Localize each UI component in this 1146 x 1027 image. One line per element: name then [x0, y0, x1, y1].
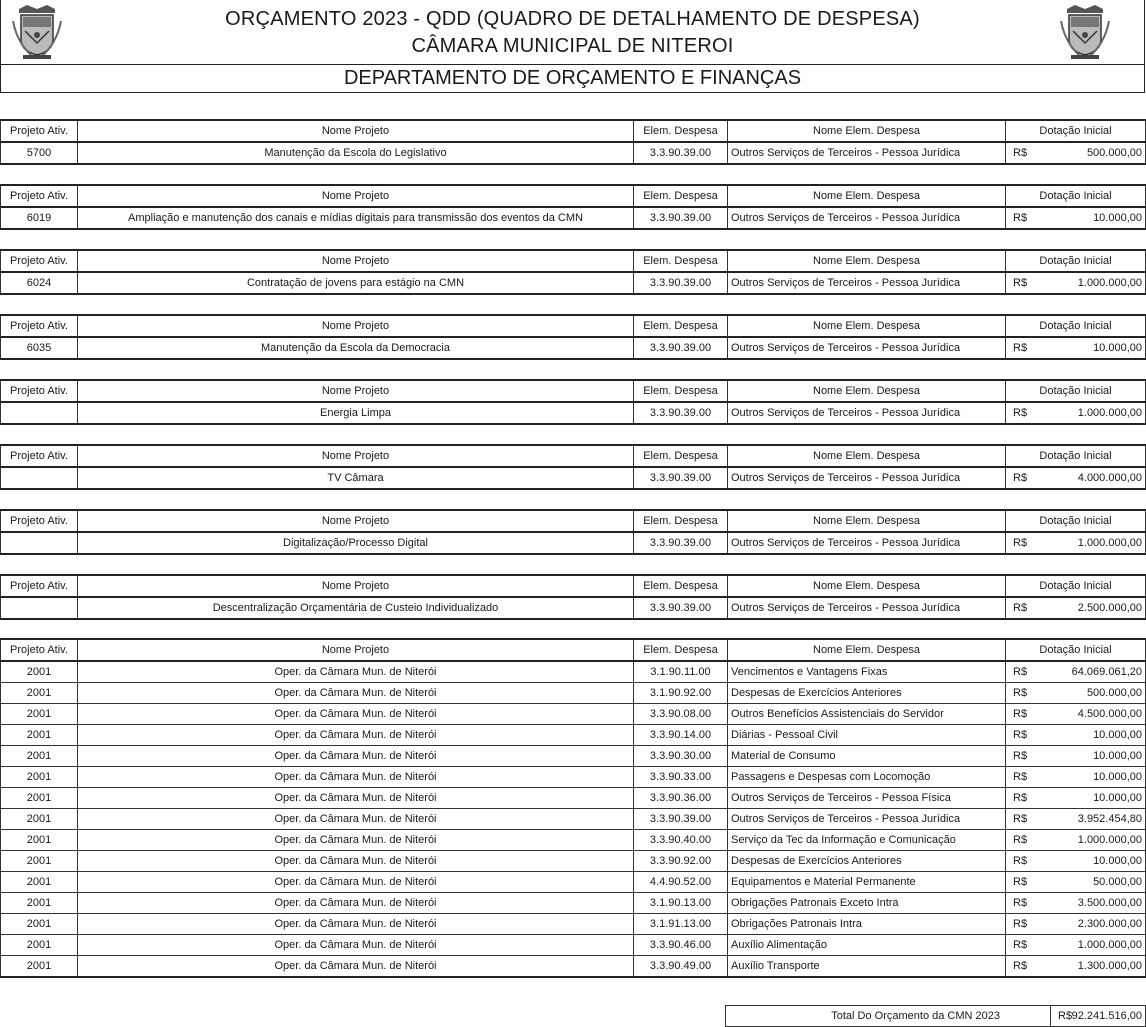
institution-name: CÂMARA MUNICIPAL DE NITEROI — [411, 35, 734, 57]
projeto-ativ-cell: 2001 — [1, 788, 78, 809]
dotacao-inicial-cell — [1006, 661, 1146, 683]
projeto-ativ-cell: 2001 — [1, 830, 78, 851]
nome-elem-despesa-cell: Diárias - Pessoal Civil — [728, 725, 1006, 746]
currency-symbol: R$ — [1013, 813, 1028, 825]
table-row — [1, 683, 1146, 704]
dotacao-inicial-cell — [1006, 207, 1146, 229]
nome-projeto-cell: Descentralização Orçamentária de Custeio Individualizado — [78, 597, 634, 619]
projeto-ativ-cell: 2001 — [1, 914, 78, 935]
table-row — [1, 956, 1146, 978]
elem-despesa-cell: 3.3.90.39.00 — [634, 272, 728, 294]
table-row — [1, 872, 1146, 893]
elem-despesa-cell: 3.3.90.30.00 — [634, 746, 728, 767]
nome-elem-despesa-cell: Equipamentos e Material Permanente — [728, 872, 1006, 893]
nome-projeto-cell: Oper. da Câmara Mun. de Niterói — [78, 788, 634, 809]
currency-symbol: R$ — [1013, 666, 1028, 678]
header-dotacao-inicial: Dotação Inicial — [1006, 315, 1146, 337]
nome-elem-despesa-cell: Outros Serviços de Terceiros - Pessoa Jurídica — [728, 532, 1006, 554]
projeto-ativ-cell: 2001 — [1, 956, 78, 978]
header-dotacao-inicial: Dotação Inicial — [1006, 250, 1146, 272]
header-nome-elem-despesa: Nome Elem. Despesa — [728, 510, 1006, 532]
dotacao-inicial-cell — [1006, 746, 1146, 767]
header-elem-despesa: Elem. Despesa — [634, 639, 728, 661]
currency-symbol: R$ — [1013, 876, 1028, 888]
nome-elem-despesa-cell: Outros Serviços de Terceiros - Pessoa Jurídica — [728, 142, 1006, 164]
nome-elem-despesa-cell: Outros Serviços de Terceiros - Pessoa Jurídica — [728, 402, 1006, 424]
nome-elem-despesa-cell: Passagens e Despesas com Locomoção — [728, 767, 1006, 788]
nome-projeto-cell: Oper. da Câmara Mun. de Niterói — [78, 935, 634, 956]
nome-projeto-cell: Oper. da Câmara Mun. de Niterói — [78, 661, 634, 683]
header-projeto-ativ: Projeto Ativ. — [1, 250, 78, 272]
header-projeto-ativ: Projeto Ativ. — [1, 315, 78, 337]
projeto-ativ-cell: 2001 — [1, 872, 78, 893]
elem-despesa-cell: 3.3.90.46.00 — [634, 935, 728, 956]
nome-projeto-cell: Oper. da Câmara Mun. de Niterói — [78, 683, 634, 704]
dotacao-value: 10.000,00 — [1093, 855, 1142, 867]
nome-elem-despesa-cell: Outros Serviços de Terceiros - Pessoa Física — [728, 788, 1006, 809]
currency-symbol: R$ — [1013, 897, 1028, 909]
header-dotacao-inicial: Dotação Inicial — [1006, 575, 1146, 597]
nome-projeto-cell: TV Câmara — [78, 467, 634, 489]
dotacao-inicial-cell — [1006, 956, 1146, 978]
header-dotacao-inicial: Dotação Inicial — [1006, 510, 1146, 532]
table-header-row — [1, 185, 1146, 207]
elem-despesa-cell: 3.3.90.36.00 — [634, 788, 728, 809]
table-row — [1, 704, 1146, 725]
currency-symbol: R$ — [1013, 771, 1028, 783]
dotacao-inicial-cell — [1006, 142, 1146, 164]
nome-projeto-cell: Oper. da Câmara Mun. de Niterói — [78, 725, 634, 746]
nome-elem-despesa-cell: Auxílio Alimentação — [728, 935, 1006, 956]
projeto-ativ-cell — [1, 402, 78, 424]
nome-projeto-cell: Oper. da Câmara Mun. de Niterói — [78, 767, 634, 788]
table-row — [1, 935, 1146, 956]
nome-elem-despesa-cell: Serviço da Tec da Informação e Comunicação — [728, 830, 1006, 851]
nome-elem-despesa-cell: Outros Serviços de Terceiros - Pessoa Jurídica — [728, 337, 1006, 359]
document-header — [0, 0, 1145, 65]
currency-symbol: R$ — [1013, 407, 1028, 419]
nome-elem-despesa-cell: Outros Benefícios Assistenciais do Servidor — [728, 704, 1006, 725]
elem-despesa-cell: 3.3.90.08.00 — [634, 704, 728, 725]
header-dotacao-inicial: Dotação Inicial — [1006, 639, 1146, 661]
elem-despesa-cell: 4.4.90.52.00 — [634, 872, 728, 893]
elem-despesa-cell: 3.3.90.39.00 — [634, 142, 728, 164]
table-row — [1, 337, 1146, 359]
nome-elem-despesa-cell: Vencimentos e Vantagens Fixas — [728, 661, 1006, 683]
nome-projeto-cell: Ampliação e manutenção dos canais e mídias digitais para transmissão dos eventos da CMN — [78, 207, 634, 229]
dotacao-value: 1.000.000,00 — [1077, 277, 1142, 289]
nome-elem-despesa-cell: Auxílio Transporte — [728, 956, 1006, 978]
elem-despesa-cell: 3.3.90.14.00 — [634, 725, 728, 746]
budget-table — [0, 119, 1146, 165]
dotacao-value: 3.500.000,00 — [1077, 897, 1142, 909]
currency-symbol: R$ — [1013, 537, 1028, 549]
dotacao-inicial-cell — [1006, 767, 1146, 788]
header-nome-projeto: Nome Projeto — [78, 445, 634, 467]
currency-symbol: R$ — [1013, 918, 1028, 930]
budget-table — [0, 249, 1146, 295]
total-table — [725, 1005, 1146, 1027]
table-row — [1, 725, 1146, 746]
header-projeto-ativ: Projeto Ativ. — [1, 445, 78, 467]
budget-table — [0, 184, 1146, 230]
dotacao-value: 4.000.000,00 — [1077, 472, 1142, 484]
dotacao-value: 1.000.000,00 — [1077, 939, 1142, 951]
table-row — [1, 402, 1146, 424]
elem-despesa-cell: 3.1.90.92.00 — [634, 683, 728, 704]
table-row — [1, 746, 1146, 767]
header-elem-despesa: Elem. Despesa — [634, 445, 728, 467]
dotacao-inicial-cell — [1006, 830, 1146, 851]
header-elem-despesa: Elem. Despesa — [634, 315, 728, 337]
currency-symbol: R$ — [1013, 834, 1028, 846]
dotacao-inicial-cell — [1006, 725, 1146, 746]
projeto-ativ-cell: 2001 — [1, 935, 78, 956]
dotacao-inicial-cell — [1006, 402, 1146, 424]
header-dotacao-inicial: Dotação Inicial — [1006, 445, 1146, 467]
projeto-ativ-cell: 6024 — [1, 272, 78, 294]
dotacao-inicial-cell — [1006, 788, 1146, 809]
projeto-ativ-cell: 2001 — [1, 746, 78, 767]
header-nome-elem-despesa: Nome Elem. Despesa — [728, 315, 1006, 337]
nome-projeto-cell: Oper. da Câmara Mun. de Niterói — [78, 893, 634, 914]
document-title: ORÇAMENTO 2023 - QDD (QUADRO DE DETALHAMENTO DE DESPESA) — [225, 8, 920, 30]
dotacao-value: 4.500.000,00 — [1077, 708, 1142, 720]
projeto-ativ-cell — [1, 532, 78, 554]
header-dotacao-inicial: Dotação Inicial — [1006, 380, 1146, 402]
currency-symbol: R$ — [1013, 472, 1028, 484]
table-row — [1, 893, 1146, 914]
header-projeto-ativ: Projeto Ativ. — [1, 575, 78, 597]
dotacao-inicial-cell — [1006, 337, 1146, 359]
dotacao-value: 1.000.000,00 — [1077, 834, 1142, 846]
dotacao-value: 64.069.061,20 — [1071, 666, 1142, 678]
department-title: DEPARTAMENTO DE ORÇAMENTO E FINANÇAS — [0, 65, 1145, 93]
projeto-ativ-cell: 6035 — [1, 337, 78, 359]
projeto-ativ-cell: 5700 — [1, 142, 78, 164]
elem-despesa-cell: 3.3.90.33.00 — [634, 767, 728, 788]
dotacao-inicial-cell — [1006, 914, 1146, 935]
nome-elem-despesa-cell: Material de Consumo — [728, 746, 1006, 767]
currency-symbol: R$ — [1013, 939, 1028, 951]
header-nome-elem-despesa: Nome Elem. Despesa — [728, 445, 1006, 467]
header-nome-elem-despesa: Nome Elem. Despesa — [728, 250, 1006, 272]
currency-symbol: R$ — [1013, 729, 1028, 741]
elem-despesa-cell: 3.3.90.39.00 — [634, 402, 728, 424]
header-nome-elem-despesa: Nome Elem. Despesa — [728, 185, 1006, 207]
currency-symbol: R$ — [1013, 708, 1028, 720]
dotacao-inicial-cell — [1006, 272, 1146, 294]
dotacao-value: 2.300.000,00 — [1077, 918, 1142, 930]
dotacao-value: 50.000,00 — [1093, 876, 1142, 888]
dotacao-inicial-cell — [1006, 872, 1146, 893]
table-row — [1, 272, 1146, 294]
header-nome-projeto: Nome Projeto — [78, 639, 634, 661]
nome-projeto-cell: Digitalização/Processo Digital — [78, 532, 634, 554]
header-elem-despesa: Elem. Despesa — [634, 250, 728, 272]
header-elem-despesa: Elem. Despesa — [634, 185, 728, 207]
header-elem-despesa: Elem. Despesa — [634, 380, 728, 402]
nome-elem-despesa-cell: Despesas de Exercícios Anteriores — [728, 851, 1006, 872]
dotacao-value: 10.000,00 — [1093, 792, 1142, 804]
header-projeto-ativ: Projeto Ativ. — [1, 510, 78, 532]
header-nome-projeto: Nome Projeto — [78, 575, 634, 597]
table-header-row — [1, 510, 1146, 532]
header-nome-projeto: Nome Projeto — [78, 185, 634, 207]
elem-despesa-cell: 3.3.90.39.00 — [634, 532, 728, 554]
currency-symbol: R$ — [1013, 960, 1028, 972]
header-nome-elem-despesa: Nome Elem. Despesa — [728, 380, 1006, 402]
currency-symbol: R$ — [1013, 277, 1028, 289]
dotacao-value: 1.000.000,00 — [1077, 407, 1142, 419]
budget-table — [0, 314, 1146, 360]
header-elem-despesa: Elem. Despesa — [634, 510, 728, 532]
table-header-row — [1, 639, 1146, 661]
header-nome-elem-despesa: Nome Elem. Despesa — [728, 575, 1006, 597]
header-nome-projeto: Nome Projeto — [78, 380, 634, 402]
dotacao-value: 500.000,00 — [1086, 687, 1142, 699]
table-header-row — [1, 380, 1146, 402]
nome-projeto-cell: Oper. da Câmara Mun. de Niterói — [78, 809, 634, 830]
header-dotacao-inicial: Dotação Inicial — [1006, 120, 1146, 142]
elem-despesa-cell: 3.3.90.92.00 — [634, 851, 728, 872]
table-header-row — [1, 575, 1146, 597]
header-projeto-ativ: Projeto Ativ. — [1, 185, 78, 207]
dotacao-inicial-cell — [1006, 704, 1146, 725]
total-label: Total Do Orçamento da CMN 2023 — [726, 1006, 1051, 1027]
dotacao-value: 10.000,00 — [1093, 212, 1142, 224]
currency-symbol: R$ — [1058, 1010, 1073, 1022]
currency-symbol: R$ — [1013, 212, 1028, 224]
dotacao-value: 500.000,00 — [1086, 147, 1142, 159]
dotacao-value: 2.500.000,00 — [1077, 602, 1142, 614]
dotacao-value: 3.952.454,80 — [1077, 813, 1142, 825]
table-row — [1, 207, 1146, 229]
header-projeto-ativ: Projeto Ativ. — [1, 120, 78, 142]
projeto-ativ-cell: 2001 — [1, 661, 78, 683]
projeto-ativ-cell: 2001 — [1, 851, 78, 872]
projeto-ativ-cell — [1, 467, 78, 489]
elem-despesa-cell: 3.1.90.13.00 — [634, 893, 728, 914]
table-row — [1, 851, 1146, 872]
header-nome-projeto: Nome Projeto — [78, 315, 634, 337]
table-header-row — [1, 315, 1146, 337]
nome-projeto-cell: Oper. da Câmara Mun. de Niterói — [78, 851, 634, 872]
total-value: 92.241.516,00 — [1071, 1010, 1142, 1022]
budget-table — [0, 379, 1146, 425]
projeto-ativ-cell: 6019 — [1, 207, 78, 229]
nome-projeto-cell: Energia Limpa — [78, 402, 634, 424]
budget-table — [0, 444, 1146, 490]
nome-elem-despesa-cell: Obrigações Patronais Intra — [728, 914, 1006, 935]
elem-despesa-cell: 3.3.90.40.00 — [634, 830, 728, 851]
projeto-ativ-cell: 2001 — [1, 809, 78, 830]
nome-projeto-cell: Oper. da Câmara Mun. de Niterói — [78, 704, 634, 725]
elem-despesa-cell: 3.3.90.49.00 — [634, 956, 728, 978]
elem-despesa-cell: 3.3.90.39.00 — [634, 809, 728, 830]
currency-symbol: R$ — [1013, 687, 1028, 699]
budget-table — [0, 574, 1146, 620]
currency-symbol: R$ — [1013, 342, 1028, 354]
dotacao-value: 10.000,00 — [1093, 771, 1142, 783]
total-value-cell — [1051, 1006, 1146, 1027]
projeto-ativ-cell: 2001 — [1, 683, 78, 704]
currency-symbol: R$ — [1013, 855, 1028, 867]
nome-projeto-cell: Oper. da Câmara Mun. de Niterói — [78, 956, 634, 978]
dotacao-inicial-cell — [1006, 597, 1146, 619]
header-nome-elem-despesa: Nome Elem. Despesa — [728, 120, 1006, 142]
table-row — [1, 467, 1146, 489]
dotacao-inicial-cell — [1006, 809, 1146, 830]
header-projeto-ativ: Projeto Ativ. — [1, 380, 78, 402]
elem-despesa-cell: 3.3.90.39.00 — [634, 207, 728, 229]
table-row — [1, 142, 1146, 164]
elem-despesa-cell: 3.1.90.11.00 — [634, 661, 728, 683]
header-projeto-ativ: Projeto Ativ. — [1, 639, 78, 661]
nome-projeto-cell: Manutenção da Escola da Democracia — [78, 337, 634, 359]
projeto-ativ-cell: 2001 — [1, 893, 78, 914]
dotacao-inicial-cell — [1006, 532, 1146, 554]
dotacao-inicial-cell — [1006, 851, 1146, 872]
nome-elem-despesa-cell: Despesas de Exercícios Anteriores — [728, 683, 1006, 704]
currency-symbol: R$ — [1013, 602, 1028, 614]
elem-despesa-cell: 3.3.90.39.00 — [634, 467, 728, 489]
nome-elem-despesa-cell: Outros Serviços de Terceiros - Pessoa Jurídica — [728, 272, 1006, 294]
dotacao-value: 10.000,00 — [1093, 342, 1142, 354]
projeto-ativ-cell: 2001 — [1, 704, 78, 725]
currency-symbol: R$ — [1013, 147, 1028, 159]
dotacao-inicial-cell — [1006, 935, 1146, 956]
table-header-row — [1, 250, 1146, 272]
dotacao-inicial-cell — [1006, 893, 1146, 914]
table-header-row — [1, 120, 1146, 142]
nome-projeto-cell: Oper. da Câmara Mun. de Niterói — [78, 872, 634, 893]
table-row — [1, 809, 1146, 830]
header-nome-projeto: Nome Projeto — [78, 120, 634, 142]
dotacao-value: 10.000,00 — [1093, 729, 1142, 741]
table-row — [1, 914, 1146, 935]
projeto-ativ-cell: 2001 — [1, 725, 78, 746]
nome-projeto-cell: Oper. da Câmara Mun. de Niterói — [78, 914, 634, 935]
header-nome-projeto: Nome Projeto — [78, 510, 634, 532]
table-header-row — [1, 445, 1146, 467]
budget-table — [0, 509, 1146, 555]
projeto-ativ-cell — [1, 597, 78, 619]
elem-despesa-cell: 3.3.90.39.00 — [634, 597, 728, 619]
table-row — [1, 532, 1146, 554]
elem-despesa-cell: 3.1.91.13.00 — [634, 914, 728, 935]
table-row — [1, 597, 1146, 619]
table-row — [1, 788, 1146, 809]
nome-elem-despesa-cell: Obrigações Patronais Exceto Intra — [728, 893, 1006, 914]
nome-projeto-cell: Manutenção da Escola do Legislativo — [78, 142, 634, 164]
elem-despesa-cell: 3.3.90.39.00 — [634, 337, 728, 359]
currency-symbol: R$ — [1013, 792, 1028, 804]
table-row — [1, 830, 1146, 851]
nome-elem-despesa-cell: Outros Serviços de Terceiros - Pessoa Jurídica — [728, 597, 1006, 619]
dotacao-value: 1.000.000,00 — [1077, 537, 1142, 549]
table-row — [1, 767, 1146, 788]
nome-projeto-cell: Oper. da Câmara Mun. de Niterói — [78, 830, 634, 851]
dotacao-value: 1.300.000,00 — [1077, 960, 1142, 972]
dotacao-inicial-cell — [1006, 683, 1146, 704]
header-nome-elem-despesa: Nome Elem. Despesa — [728, 639, 1006, 661]
nome-projeto-cell: Oper. da Câmara Mun. de Niterói — [78, 746, 634, 767]
coat-of-arms-icon — [1059, 3, 1111, 61]
nome-elem-despesa-cell: Outros Serviços de Terceiros - Pessoa Jurídica — [728, 207, 1006, 229]
header-dotacao-inicial: Dotação Inicial — [1006, 185, 1146, 207]
nome-projeto-cell: Contratação de jovens para estágio na CMN — [78, 272, 634, 294]
projeto-ativ-cell: 2001 — [1, 767, 78, 788]
dotacao-inicial-cell — [1006, 467, 1146, 489]
header-elem-despesa: Elem. Despesa — [634, 575, 728, 597]
header-elem-despesa: Elem. Despesa — [634, 120, 728, 142]
nome-elem-despesa-cell: Outros Serviços de Terceiros - Pessoa Jurídica — [728, 467, 1006, 489]
budget-table — [0, 638, 1146, 978]
header-nome-projeto: Nome Projeto — [78, 250, 634, 272]
table-row — [1, 661, 1146, 683]
dotacao-value: 10.000,00 — [1093, 750, 1142, 762]
currency-symbol: R$ — [1013, 750, 1028, 762]
nome-elem-despesa-cell: Outros Serviços de Terceiros - Pessoa Jurídica — [728, 809, 1006, 830]
